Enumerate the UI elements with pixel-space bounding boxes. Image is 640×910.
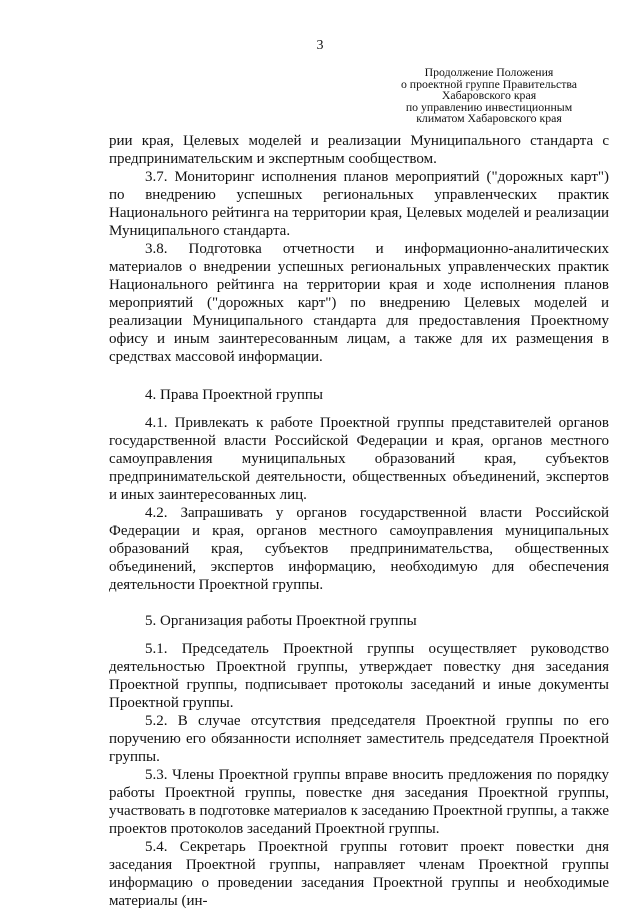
paragraph-5-4: 5.4. Секретарь Проектной группы готовит проект повестки дня заседания Проектной группы, направляет членам Проектной группы информацию о проведении заседания Проектной группы и необходимые материалы (ин-: [109, 839, 609, 909]
paragraph-4-2: 4.2. Запрашивать у органов государственной власти Российской Федерации и края, органов местного самоуправления муниципальных образований края, субъектов предпринимательства, общественных объединений, экспертов информацию, необходимую для обеспечения деятельности Проектной группы.: [109, 505, 609, 593]
document-body: [109, 132, 609, 910]
paragraph-5-2: 5.2. В случае отсутствия председателя Проектной группы по его поручению его обязанности исполняет заместитель председателя Проектной группы.: [109, 713, 609, 765]
paragraph-4-1: 4.1. Привлекать к работе Проектной группы представителей органов государственной власти Российской Федерации и края, органов местного самоуправления муниципальных образований края, субъектов предпринимательской деятельности, общественных объединений, экспертов и иных заинтересованных лиц.: [109, 415, 609, 503]
paragraph-3-7: 3.7. Мониторинг исполнения планов мероприятий ("дорожных карт") по внедрению успешных региональных управленческих практик Национального рейтинга на территории края, Целевых моделей и реализации Муниципального стандарта.: [109, 169, 609, 239]
page-number: 3: [316, 38, 324, 53]
section-5-heading: 5. Организация работы Проектной группы: [145, 613, 417, 629]
paragraph-5-3: 5.3. Члены Проектной группы вправе вносить предложения по порядку работы Проектной группы, повестке дня заседания Проектной группы, участвовать в подготовке материалов к заседанию Проектной группы, а также проектов протоколов заседаний Проектной группы.: [109, 767, 609, 837]
header-line: Хабаровского края: [441, 88, 537, 103]
header-line: Продолжение Положения: [424, 65, 554, 79]
header-line: по управлению инвестиционным: [405, 99, 573, 114]
paragraph-5-1: 5.1. Председатель Проектной группы осуществляет руководство деятельностью Проектной группы, утверждает повестку дня заседания Проектной группы, подписывает протоколы заседаний и иные документы Проектной группы.: [109, 641, 609, 711]
section-4-heading: 4. Права Проектной группы: [145, 387, 323, 403]
header-line: о проектной группе Правительства: [400, 76, 578, 91]
paragraph-continuation: рии края, Целевых моделей и реализации Муниципального стандарта с предпринимательским и экспертным сообществом.: [109, 133, 609, 167]
paragraph-3-8: 3.8. Подготовка отчетности и информационно-аналитических материалов о внедрении успешных региональных управленческих практик Национального рейтинга на территории края и ходе исполнения планов мероприятий ("дорожных карт") по внедрению Целевых моделей и реализации Муниципального стандарта для предоставления Проектному офису и иным заинтересованным лицам, а также для их размещения в средствах массовой информации.: [109, 241, 609, 365]
document-header: [374, 67, 604, 125]
header-line: климатом Хабаровского края: [416, 111, 562, 126]
